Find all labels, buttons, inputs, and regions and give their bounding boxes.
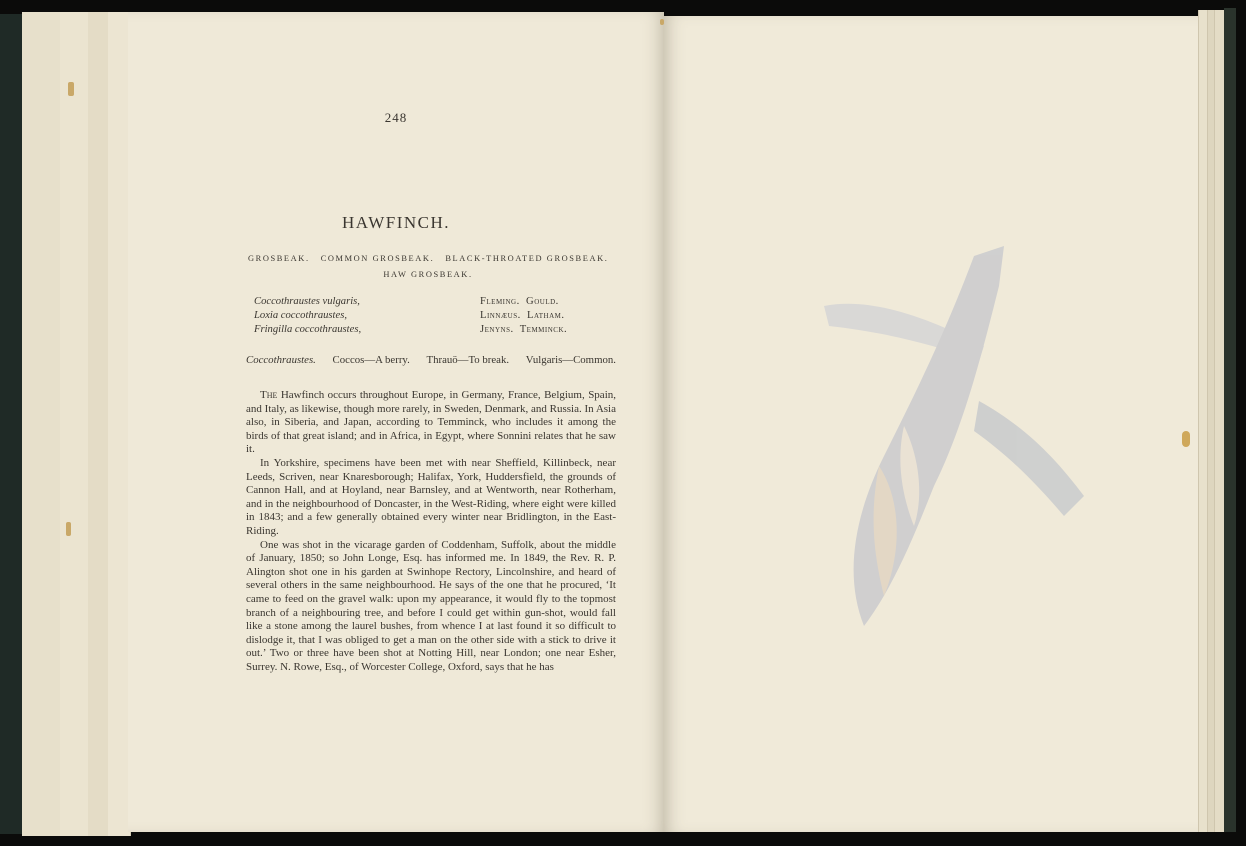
etymology-term: Thrauö—To break. — [426, 354, 510, 366]
bookmark-tab — [68, 82, 74, 96]
page-number: 248 — [384, 110, 408, 125]
page-title: HAWFINCH. — [342, 213, 450, 232]
authority: Linnæus. Latham. — [480, 310, 565, 321]
etymology — [246, 354, 616, 366]
latin-name: Fringilla coccothraustes, — [254, 324, 362, 335]
page-edges-left — [22, 12, 63, 836]
latin-names — [254, 295, 361, 337]
bookmark-tab — [66, 522, 71, 536]
lead-word: The — [260, 389, 278, 401]
book-cover-right — [1224, 8, 1236, 832]
latin-name: Loxia coccothraustes, — [254, 310, 347, 321]
left-page — [128, 12, 664, 832]
paragraph-text: Hawfinch occurs throughout Europe, in Germany, France, Belgium, Spain, and Italy, as likewise, though more rarely, in Sweden, Denmark, and Russia. In Asia also, in Siberia, and Japan, according to Temminck, who includes it among the birds of that great island; and in Africa, in Egypt, where Sonnini relates that he saw it. — [246, 389, 616, 456]
page-edges-left — [60, 12, 91, 836]
paragraph — [246, 389, 616, 457]
right-page — [664, 16, 1200, 832]
bookmark-tab — [1182, 431, 1190, 447]
latin-name: Coccothraustes vulgaris, — [254, 296, 360, 307]
etymology-term: Coccothraustes. — [246, 354, 316, 366]
synonyms-line: GROSBEAK. COMMON GROSBEAK. BLACK-THROATED GROSBEAK. — [248, 254, 609, 263]
etymology-term: Coccos—A berry. — [332, 354, 410, 366]
paragraph: One was shot in the vicarage garden of Coddenham, Suffolk, about the middle of January, 1850; so John Longe, Esq. has informed me. In 1849, the Rev. R. P. Alington shot one in his garden at Swinhope Rectory, Lincolnshire, and heard of several others in the same neighbourhood. He says of the one that he procured, ‘It came to feed on the gravel walk: upon my appearance, it would fly to the topmost branch of a neighbouring tree, and before I could get within gun-shot, would fall like a stone among the laurel bushes, from whence I at last found it so difficult to dislodge it, that I was obliged to get a man on the other side with a stick to drive it out.’ Two or three have been shot at Notting Hill, near London; one near Esher, Surrey. N. Rowe, Esq., of Worcester College, Oxford, says that he has — [246, 538, 616, 673]
authority: Jenyns. Temminck. — [480, 324, 568, 335]
bookmark-tab — [660, 19, 664, 25]
synonyms-line: HAW GROSBEAK. — [383, 270, 473, 279]
authority: Fleming. Gould. — [480, 296, 559, 307]
body-text — [246, 389, 616, 674]
paragraph: In Yorkshire, specimens have been met with near Sheffield, Killinbeck, near Leeds, Scriven, near Knaresborough; Halifax, York, Huddersfield, the grounds of Cannon Hall, and at Hoyland, near Barnsley, and at Wentworth, near Rotherham, and in the neighbourhood of Doncaster, in the West-Riding, where eight were killed in 1843; and a few generally obtained every winter near Bridlington, in the East-Riding. — [246, 456, 616, 537]
bird-show-through-illustration — [784, 226, 1104, 636]
etymology-term: Vulgaris—Common. — [525, 354, 616, 366]
synonyms — [248, 251, 608, 283]
authorities — [480, 295, 567, 337]
